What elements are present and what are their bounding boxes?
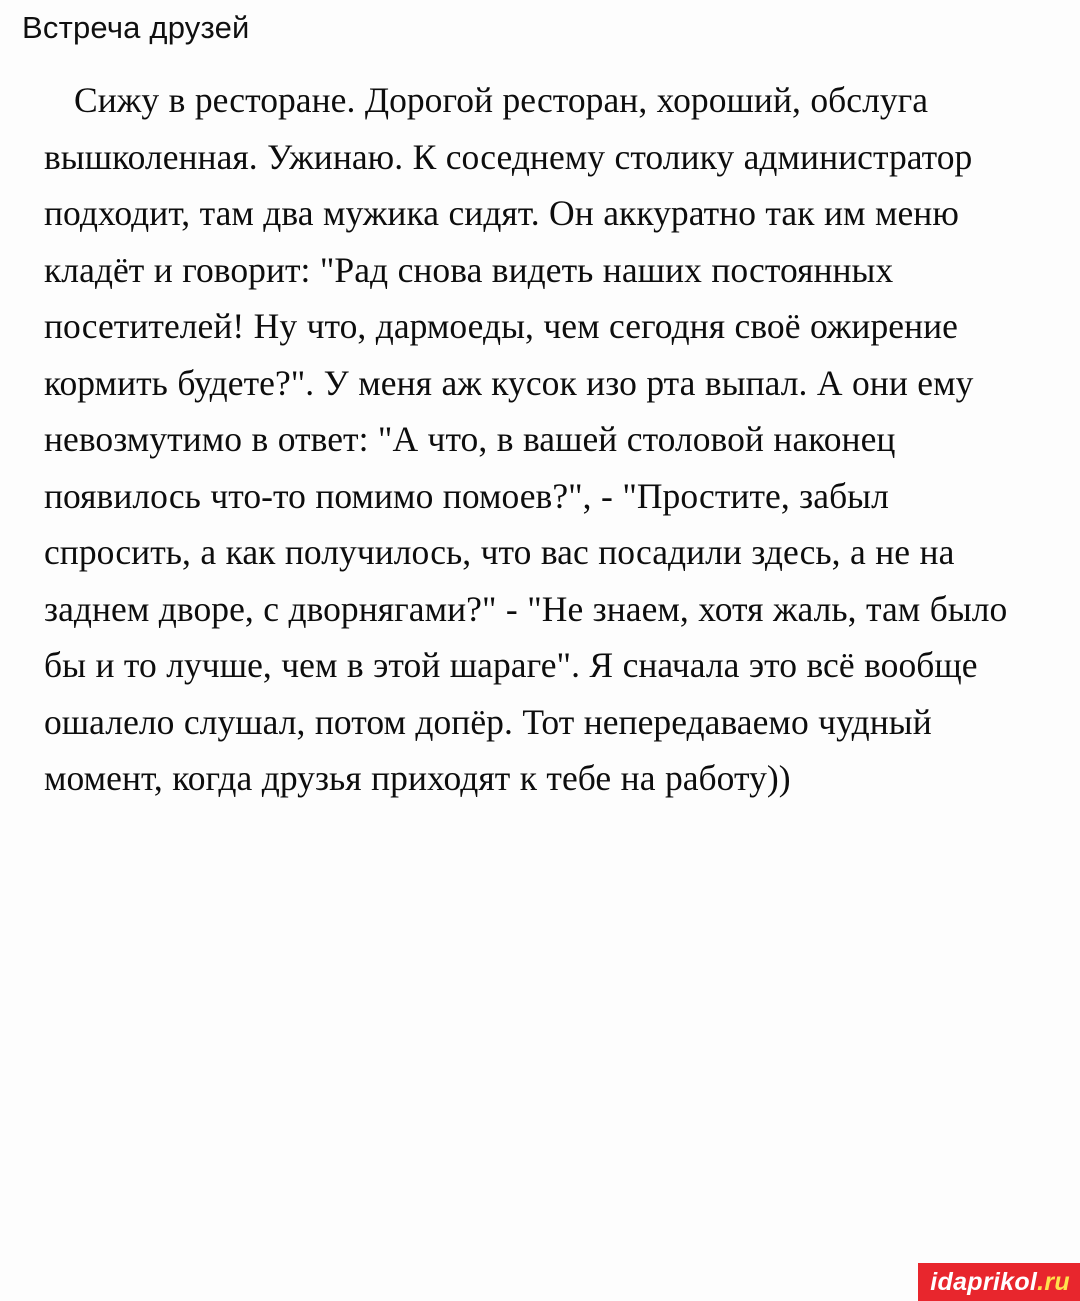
watermark-badge [918,1263,1080,1301]
page-title: Встреча друзей [22,10,250,45]
watermark-site-name: idaprikol [930,1268,1038,1296]
watermark-site-tld: .ru [1037,1268,1070,1296]
story-paragraph: Сижу в ресторане. Дорогой ресторан, хороший, обслуга вышколенная. Ужинаю. К соседнему столику администратор подходит, там два мужика сидят. Он аккуратно так им меню кладёт и говорит: "Рад снова видеть наших постоянных посетителей! Ну что, дармоеды, чем сегодня своё ожирение кормить будете?". У меня аж кусок изо рта выпал. А они ему невозмутимо в ответ: "А что, в вашей столовой наконец появилось что-то помимо помоев?", - "Простите, забыл спросить, а как получилось, что вас посадили здесь, а не на заднем дворе, с дворнягами?" - "Не знаем, хотя жаль, там было бы и то лучше, чем в этой шараге". Я сначала это всё вообще ошалело слушал, потом допёр. Тот непередаваемо чудный момент, когда друзья приходят к тебе на работу)) [44,80,1008,798]
